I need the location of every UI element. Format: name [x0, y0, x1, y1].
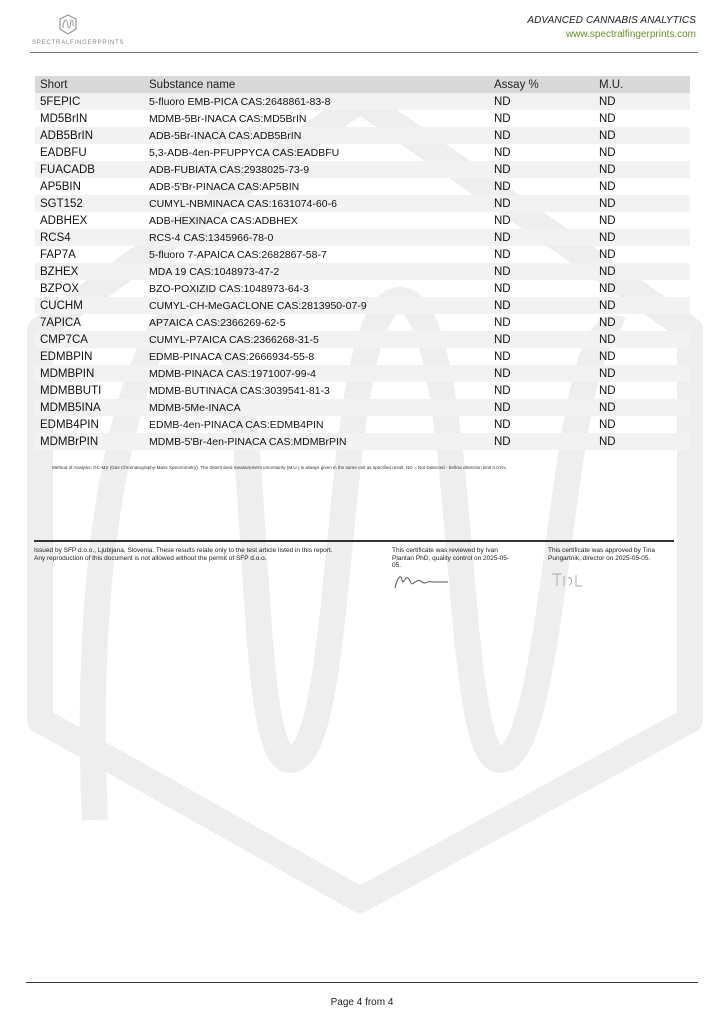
cell-short: BZPOX [40, 282, 79, 295]
cell-substance: MDA 19 CAS:1048973-47-2 [144, 263, 489, 280]
cell-short: MDMBPIN [35, 365, 144, 382]
logo-text: SPECTRALFINGERPRINTS [32, 40, 125, 46]
cell-substance: RCS-4 CAS:1345966-78-0 [144, 229, 489, 246]
cell-substance: ADB-FUBIATA CAS:2938025-73-9 [144, 161, 489, 178]
cell-short: MD5BrIN [40, 112, 88, 125]
cell-short: FAP7A [40, 248, 76, 261]
cell-assay: ND [494, 112, 511, 125]
cell-short: CMP7CA [35, 331, 144, 348]
cell-assay: ND [494, 180, 511, 193]
cell-substance: ADB-HEXINACA CAS:ADBHEX [149, 214, 298, 227]
cell-assay: ND [494, 316, 511, 329]
cell-substance: MDMB-5'Br-4en-PINACA CAS:MDMBrPIN [144, 433, 489, 450]
cell-mu: ND [594, 365, 690, 382]
table-row [35, 127, 690, 144]
cell-short: EDMB4PIN [40, 418, 99, 431]
company-name: ADVANCED CANNABIS ANALYTICS [527, 15, 696, 26]
cell-short: CUCHM [35, 297, 144, 314]
cell-substance: EDMB-4en-PINACA CAS:EDMB4PIN [149, 418, 324, 431]
table-row [35, 263, 690, 280]
cell-short: BZHEX [35, 263, 144, 280]
cell-assay: ND [494, 146, 511, 159]
table-row [35, 416, 690, 433]
cell-short: MDMBrPIN [35, 433, 144, 450]
cell-substance: ADB-5'Br-PINACA CAS:AP5BIN [149, 180, 300, 193]
table-row [35, 212, 690, 229]
issued-statement [34, 547, 374, 562]
cell-mu: ND [594, 93, 690, 110]
cell-substance: MDMB-BUTINACA CAS:3039541-81-3 [149, 384, 330, 397]
cell-assay: ND [494, 282, 511, 295]
cell-mu: ND [599, 418, 616, 431]
cell-short: 5FEPIC [35, 93, 144, 110]
cell-assay: ND [494, 350, 511, 363]
table-row [35, 331, 690, 348]
table-row [35, 382, 690, 399]
table-row [35, 280, 690, 297]
cell-short: FUACADB [35, 161, 144, 178]
method-note: Method of Analysis: GC-MS (Gas Chromatography-Mass Spectrometry). The determined measurement uncertainty (M.U.) is always given in the same unit as specified result. ND = Not Detected - bellow detection limit 0.01%. [52, 465, 507, 470]
cell-mu: ND [594, 331, 690, 348]
cell-mu: ND [599, 180, 616, 193]
cell-assay: ND [489, 331, 594, 348]
cell-mu: ND [594, 229, 690, 246]
column-header-assay: Assay % [489, 76, 594, 93]
table-row [35, 314, 690, 331]
cell-short: EDMBPIN [40, 350, 93, 363]
cell-assay: ND [489, 297, 594, 314]
approved-statement: This certificate was approved by Tina Pungartnik, director on 2025-05-05. [548, 547, 655, 562]
cell-mu: ND [599, 146, 616, 159]
cell-mu: ND [594, 263, 690, 280]
table-row [35, 348, 690, 365]
cell-mu: ND [594, 195, 690, 212]
cell-mu: ND [594, 399, 690, 416]
cell-mu: ND [594, 433, 690, 450]
cell-substance: 5,3-ADB-4en-PFUPPYCA CAS:EADBFU [149, 146, 340, 159]
cell-short: ADBHEX [40, 214, 88, 227]
cell-short: ADB5BrIN [35, 127, 144, 144]
table-row [35, 144, 690, 161]
cell-short: MDMBBUTI [40, 384, 102, 397]
cell-substance: 5-fluoro 7-APAICA CAS:2682867-58-7 [149, 248, 327, 261]
cell-assay: ND [489, 229, 594, 246]
cell-substance: CUMYL-NBMINACA CAS:1631074-60-6 [144, 195, 489, 212]
cell-assay: ND [489, 127, 594, 144]
cell-substance: EDMB-PINACA CAS:2666934-55-8 [149, 350, 315, 363]
column-header-short: Short [35, 76, 144, 93]
cell-assay: ND [489, 365, 594, 382]
cell-mu: ND [599, 112, 616, 125]
cell-assay: ND [494, 384, 511, 397]
table-row [35, 178, 690, 195]
cell-short: MDMB5INA [35, 399, 144, 416]
cell-assay: ND [494, 214, 511, 227]
company-header [527, 15, 696, 40]
cell-assay: ND [489, 195, 594, 212]
table-row [35, 433, 690, 450]
cell-assay: ND [489, 263, 594, 280]
reproduction-text: Any reproduction of this document is not allowed without the permit of SFP d.o.o. [34, 554, 267, 562]
cell-substance: MDMB-5Br-INACA CAS:MD5BrIN [149, 112, 307, 125]
cell-mu: ND [599, 384, 616, 397]
table-header-row [35, 76, 690, 93]
cell-assay: ND [489, 399, 594, 416]
page-number: Page 4 from 4 [330, 997, 394, 1008]
company-logo-icon [30, 12, 120, 52]
cell-mu: ND [599, 316, 616, 329]
cell-mu: ND [599, 282, 616, 295]
reviewer-signature [392, 570, 452, 592]
cell-short: EADBFU [40, 146, 87, 159]
table-row [35, 229, 690, 246]
issued-text: Issued by SFP d.o.o., Ljubljana, Slovenia. These results relate only to the test article listed in this report. [34, 547, 333, 554]
column-header-mu: M.U. [594, 76, 690, 93]
cell-mu: ND [599, 248, 616, 261]
table-row [35, 297, 690, 314]
results-table [35, 76, 690, 450]
table-row [35, 110, 690, 127]
cell-assay: ND [489, 161, 594, 178]
cell-substance: MDMB-PINACA CAS:1971007-99-4 [144, 365, 489, 382]
table-row [35, 93, 690, 110]
table-row [35, 399, 690, 416]
footer-divider [34, 540, 674, 542]
cell-substance: 5-fluoro EMB-PICA CAS:2648861-83-8 [144, 93, 489, 110]
cell-assay: ND [489, 93, 594, 110]
reviewed-statement: This certificate was reviewed by Ivan Plantan PhD, quality control on 2025-05-05. [392, 547, 510, 569]
cell-mu: ND [594, 297, 690, 314]
cell-assay: ND [489, 433, 594, 450]
page-bottom-divider [26, 982, 698, 983]
table-row [35, 195, 690, 212]
cell-short: RCS4 [35, 229, 144, 246]
header-divider [30, 52, 698, 53]
cell-substance: MDMB-5Me-INACA [144, 399, 489, 416]
cell-assay: ND [494, 248, 511, 261]
table-row [35, 161, 690, 178]
table-row [35, 365, 690, 382]
column-header-substance: Substance name [144, 76, 489, 93]
cell-mu: ND [594, 127, 690, 144]
approver-signature [548, 570, 588, 590]
cell-short: 7APICA [40, 316, 81, 329]
cell-substance: BZO-POXIZID CAS:1048973-64-3 [149, 282, 309, 295]
table-row [35, 246, 690, 263]
cell-substance: CUMYL-CH-MeGACLONE CAS:2813950-07-9 [144, 297, 489, 314]
cell-substance: AP7AICA CAS:2366269-62-5 [149, 316, 286, 329]
cell-short: SGT152 [35, 195, 144, 212]
cell-mu: ND [599, 214, 616, 227]
cell-substance: CUMYL-P7AICA CAS:2366268-31-5 [144, 331, 489, 348]
cell-short: AP5BIN [40, 180, 81, 193]
company-website-link[interactable]: www.spectralfingerprints.com [565, 29, 696, 40]
cell-mu: ND [599, 350, 616, 363]
cell-mu: ND [594, 161, 690, 178]
cell-assay: ND [494, 418, 511, 431]
cell-substance: ADB-5Br-INACA CAS:ADB5BrIN [144, 127, 489, 144]
